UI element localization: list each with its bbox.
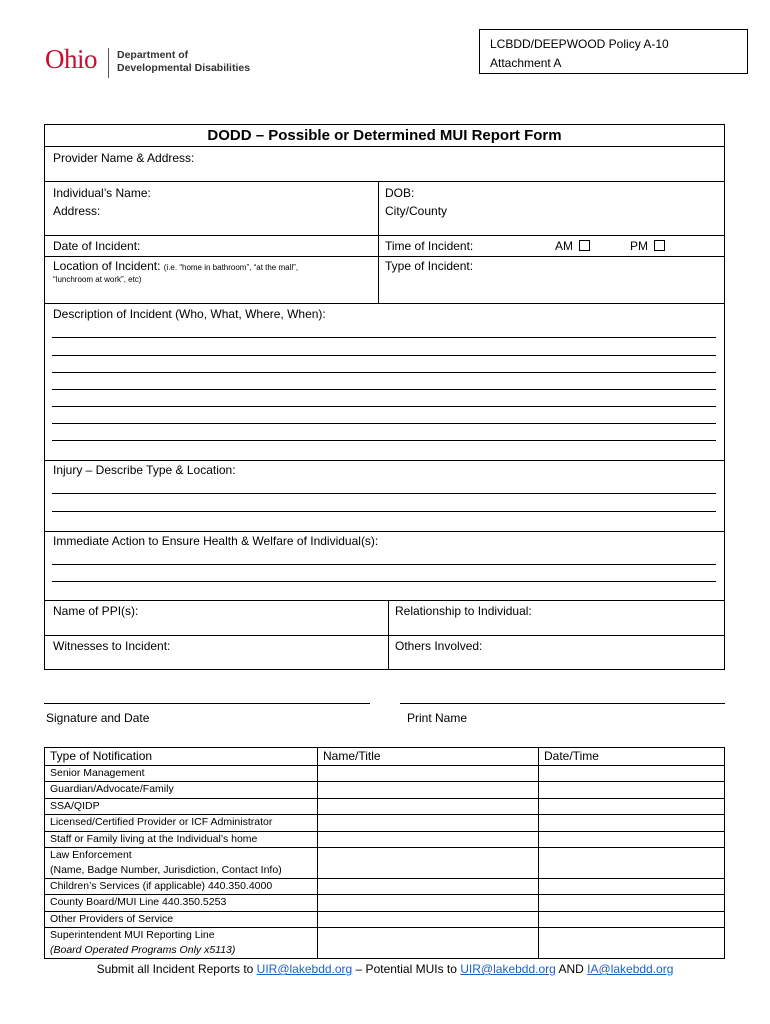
individual-name-label[interactable]: Individual’s Name: — [53, 186, 151, 200]
notification-type: Senior Management — [45, 766, 318, 782]
injury-line[interactable] — [52, 511, 716, 512]
name-title-cell[interactable] — [318, 831, 539, 847]
description-line[interactable] — [52, 372, 716, 373]
notification-type: Other Providers of Service — [45, 911, 318, 927]
description-line[interactable] — [52, 355, 716, 356]
pm-option[interactable] — [630, 239, 665, 253]
divider — [45, 146, 724, 147]
mui-report-form — [44, 124, 725, 670]
notification-type: Guardian/Advocate/Family — [45, 782, 318, 798]
notification-type — [45, 928, 318, 959]
description-line[interactable] — [52, 389, 716, 390]
ohio-logo-wordmark: Ohio — [45, 44, 97, 74]
divider — [45, 256, 724, 257]
notification-type — [45, 847, 318, 878]
notification-type-line: (Name, Badge Number, Jurisdiction, Contact Info) — [50, 863, 282, 876]
divider — [45, 531, 724, 532]
dob-label[interactable]: DOB: — [385, 186, 415, 200]
signature-and-date-label: Signature and Date — [46, 711, 150, 725]
date-time-cell[interactable] — [539, 847, 725, 878]
signature-line[interactable] — [44, 703, 370, 704]
table-row — [45, 928, 725, 959]
footer-text: AND — [555, 962, 588, 976]
notification-type-line: (Board Operated Programs Only x5113) — [50, 944, 236, 957]
table-row — [45, 847, 725, 878]
name-title-cell[interactable] — [318, 815, 539, 831]
am-label: AM — [555, 239, 573, 253]
table-row — [45, 782, 725, 798]
column-header: Type of Notification — [45, 748, 318, 766]
column-header: Name/Title — [318, 748, 539, 766]
column-header: Date/Time — [539, 748, 725, 766]
description-line[interactable] — [52, 440, 716, 441]
ppi-label[interactable]: Name of PPI(s): — [53, 604, 139, 618]
divider — [45, 600, 724, 601]
date-time-cell[interactable] — [539, 798, 725, 814]
immediate-action-label: Immediate Action to Ensure Health & Welfare of Individual(s): — [53, 534, 379, 548]
location-hint-2: “lunchroom at work”, etc) — [53, 275, 142, 284]
description-line[interactable] — [52, 423, 716, 424]
form-title: DODD – Possible or Determined MUI Report Form — [207, 127, 562, 144]
table-row — [45, 878, 725, 894]
notification-type: Licensed/Certified Provider or ICF Administrator — [45, 815, 318, 831]
date-of-incident-label[interactable]: Date of Incident: — [53, 239, 141, 253]
date-time-cell[interactable] — [539, 831, 725, 847]
date-time-cell[interactable] — [539, 928, 725, 959]
name-title-cell[interactable] — [318, 847, 539, 878]
policy-line-1: LCBDD/DEEPWOOD Policy A-10 — [490, 37, 669, 51]
department-line-1: Department of — [117, 49, 189, 61]
department-line-2: Developmental Disabilities — [117, 62, 251, 74]
date-time-cell[interactable] — [539, 878, 725, 894]
location-label-text: Location of Incident: — [53, 259, 161, 273]
table-header-row — [45, 748, 725, 766]
time-of-incident-label[interactable]: Time of Incident: — [385, 239, 474, 253]
action-line[interactable] — [52, 564, 716, 565]
am-checkbox[interactable] — [579, 240, 590, 251]
table-row — [45, 815, 725, 831]
name-title-cell[interactable] — [318, 878, 539, 894]
logo-divider — [108, 48, 109, 78]
divider — [45, 460, 724, 461]
name-title-cell[interactable] — [318, 928, 539, 959]
description-line[interactable] — [52, 337, 716, 338]
city-county-label[interactable]: City/County — [385, 204, 448, 218]
email-link[interactable]: IA@lakebdd.org — [587, 962, 674, 976]
policy-reference-box — [479, 29, 748, 74]
date-time-cell[interactable] — [539, 911, 725, 927]
footer-text: – Potential MUIs to — [352, 962, 461, 976]
table-row — [45, 911, 725, 927]
notification-type-line: Superintendent MUI Reporting Line — [50, 929, 215, 942]
pm-label: PM — [630, 239, 648, 253]
notification-type-line: Law Enforcement — [50, 848, 132, 861]
date-time-cell[interactable] — [539, 782, 725, 798]
email-link[interactable]: UIR@lakebdd.org — [256, 962, 353, 976]
address-label[interactable]: Address: — [53, 204, 101, 218]
injury-line[interactable] — [52, 493, 716, 494]
table-row — [45, 831, 725, 847]
location-label[interactable] — [53, 259, 298, 273]
footer-submit-instructions — [0, 962, 770, 976]
notification-type: Staff or Family living at the Individual’s home — [45, 831, 318, 847]
table-row — [45, 895, 725, 911]
name-title-cell[interactable] — [318, 782, 539, 798]
name-title-cell[interactable] — [318, 911, 539, 927]
date-time-cell[interactable] — [539, 895, 725, 911]
print-name-line[interactable] — [400, 703, 725, 704]
type-of-incident-label[interactable]: Type of Incident: — [385, 259, 474, 273]
notification-type: County Board/MUI Line 440.350.5253 — [45, 895, 318, 911]
footer-text: Submit all Incident Reports to — [96, 962, 257, 976]
description-label: Description of Incident (Who, What, Where, When): — [53, 307, 326, 321]
action-line[interactable] — [52, 581, 716, 582]
divider — [45, 303, 724, 304]
department-name — [117, 49, 250, 75]
name-title-cell[interactable] — [318, 766, 539, 782]
email-link[interactable]: UIR@lakebdd.org — [460, 962, 556, 976]
print-name-label: Print Name — [407, 711, 468, 725]
provider-label: Provider Name & Address: — [53, 151, 195, 165]
injury-label: Injury – Describe Type & Location: — [53, 463, 236, 477]
column-divider — [378, 181, 379, 303]
pm-checkbox[interactable] — [654, 240, 665, 251]
notification-type: SSA/QIDP — [45, 798, 318, 814]
others-involved-label[interactable]: Others Involved: — [395, 639, 483, 653]
am-option[interactable] — [555, 239, 590, 253]
date-time-cell[interactable] — [539, 766, 725, 782]
date-time-cell[interactable] — [539, 815, 725, 831]
policy-line-2: Attachment A — [490, 56, 562, 70]
location-hint: (i.e. “home in bathroom”, “at the mall”, — [163, 263, 299, 272]
divider — [45, 235, 724, 236]
description-line[interactable] — [52, 406, 716, 407]
name-title-cell[interactable] — [318, 798, 539, 814]
relationship-label[interactable]: Relationship to Individual: — [395, 604, 532, 618]
divider — [45, 181, 724, 182]
name-title-cell[interactable] — [318, 895, 539, 911]
divider — [45, 635, 724, 636]
table-row — [45, 798, 725, 814]
witnesses-label[interactable]: Witnesses to Incident: — [53, 639, 171, 653]
notification-table — [44, 747, 725, 959]
notification-type: Children’s Services (if applicable) 440.350.4000 — [45, 878, 318, 894]
table-row — [45, 766, 725, 782]
